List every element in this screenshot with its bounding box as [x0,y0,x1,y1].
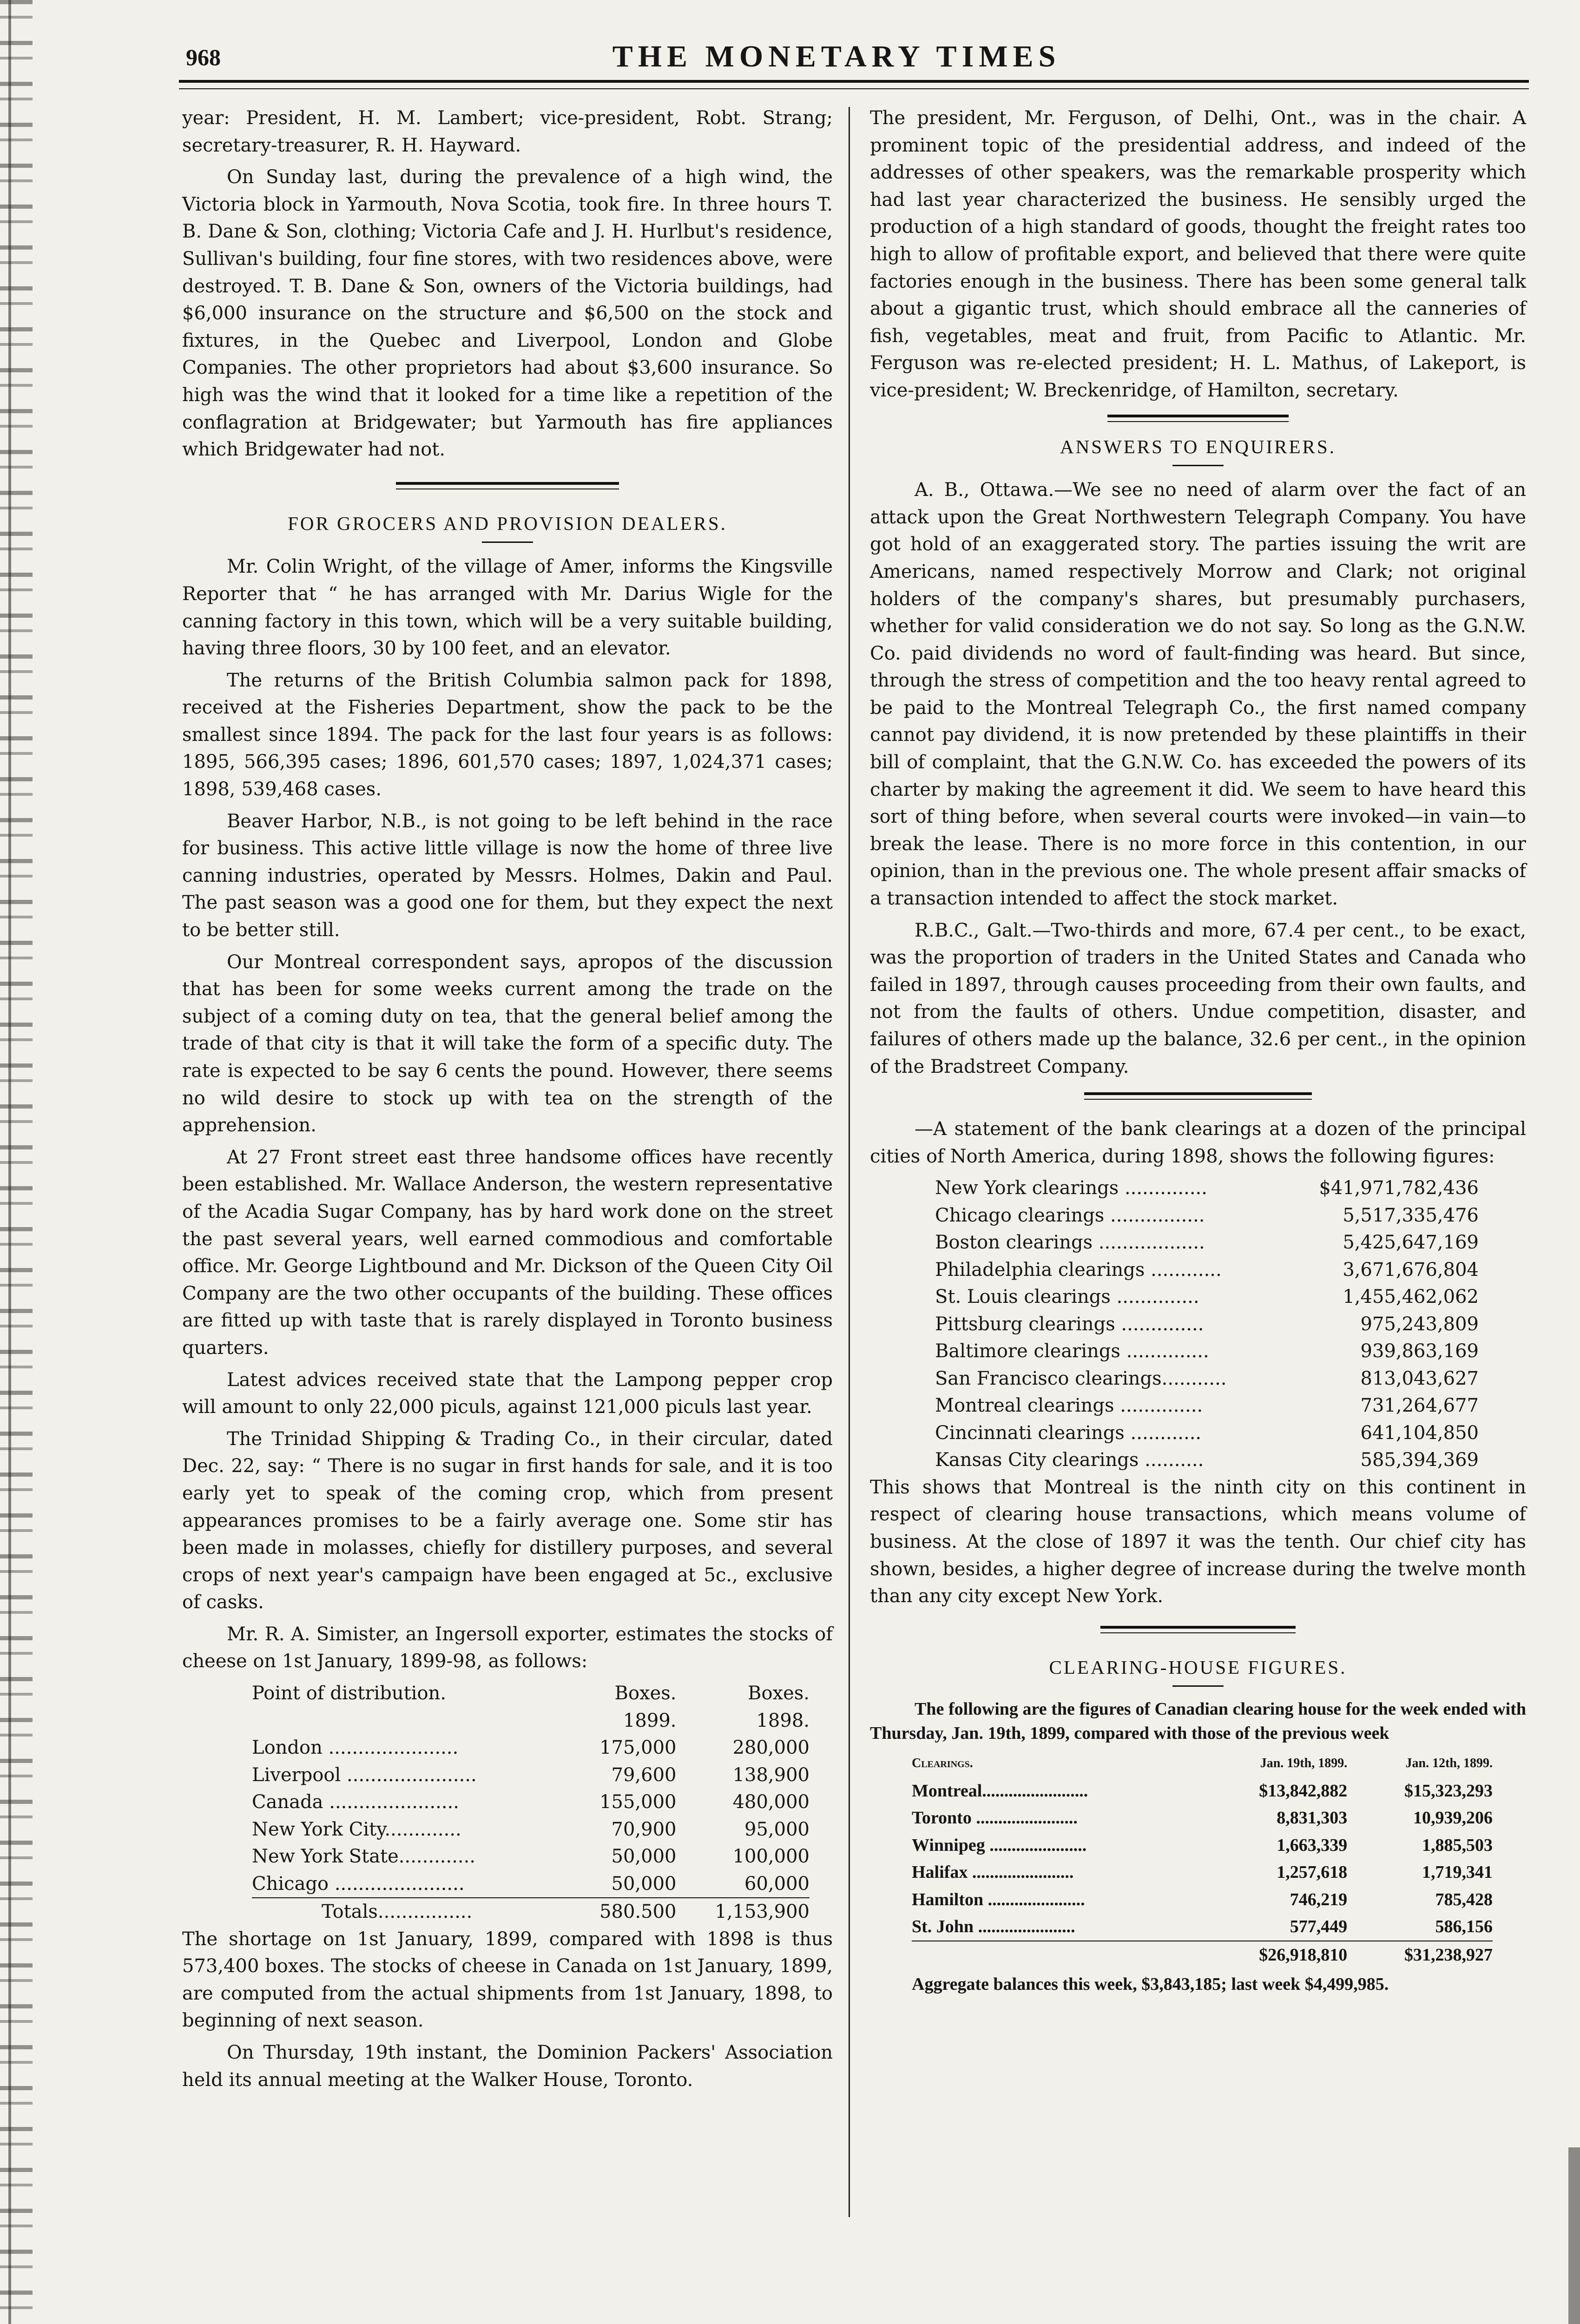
table-row [935,1175,1479,1202]
city-label: Toronto [912,1808,972,1828]
table-cell: 50,000 [611,1873,677,1895]
column-header: Boxes. [614,1683,677,1704]
table-cell: $41,971,782,436 [1319,1177,1479,1199]
city-label: Pittsburg clearings [935,1313,1115,1335]
table-cell: $31,238,927 [1347,1941,1493,1969]
leader-dots: .............. [1115,1313,1204,1335]
leader-dots: .............. [1110,1286,1199,1308]
scan-corner-shadow [1568,2147,1580,2324]
table-cell [935,1256,1286,1284]
table-cell: 138,900 [732,1764,810,1786]
table-cell: 155,000 [599,1791,677,1813]
table-cell [935,1338,1286,1365]
table-cell: 1,257,618 [1277,1862,1348,1882]
leader-dots: ............. [384,1818,461,1840]
table-cell [935,1392,1286,1419]
table-cell: 280,000 [732,1737,810,1759]
paragraph: The president, Mr. Ferguson, of Delhi, Ont., was in the chair. A prominent topic of the presidential address, and indeed of the addresses of other speakers, was the remarkable prosperity which had last year characterized the business. He sensibly urged the production of a high standard of goods, thought the freight rates too high to allow of profitable export, and believed that there were quite factories enough in the business. There has been some general talk about a gigantic trust, which should embrace all the canneries of fish, vegetables, meat and fruit, from Pacific to Atlantic. Mr. Ferguson was re-elected president; H. L. Mathus, of Lakeport, is vice-president; W. Breckenridge, of Hamilton, secretary. [870,107,1526,401]
column-header: 1898. [756,1710,810,1731]
table-cell: 813,043,627 [1360,1367,1479,1389]
table-cell [935,1283,1286,1311]
table-cell: $26,918,810 [1202,1941,1347,1969]
place-label: Canada [252,1791,323,1813]
table-row [935,1365,1479,1393]
city-label: Montreal clearings [935,1395,1114,1417]
table-header-row [912,1750,1493,1777]
table-header-row [252,1680,810,1707]
place-label: New York City [252,1818,385,1840]
scan-edge-shadow [0,0,33,2324]
paragraph: This shows that Montreal is the ninth city on this continent in respect of clearing house transactions, which means volume of business. At the close of 1897 it was the tenth. Our chief city has shown, besides, a higher degree of increase during the twelve month than any city except New York. [870,1476,1526,1607]
section-rule [1107,415,1289,422]
leader-dots: ...................... [323,1791,459,1813]
table-cell: 641,104,850 [1360,1422,1479,1444]
column-header: Jan. 19th, 1899. [1260,1756,1348,1771]
paragraph: On Thursday, 19th instant, the Dominion Packers' Association held its annual meeting at the Walker House, Toronto. [182,2041,833,2091]
table-cell [935,1229,1286,1256]
paragraph: Our Montreal correspondent says, apropos of the discussion that has been for some weeks current among the trade on the subject of a coming duty on tea, that the general belief among the trade of that city is that it will take the form of a specific duty. The rate is expected to be say 6 cents the pound. However, there seems no wild desire to stock up with tea on the strength of the apprehension. [182,951,833,1136]
total-label: Totals [322,1901,378,1923]
masthead-rule [179,80,1529,83]
place-label: Chicago [252,1873,329,1895]
table-cell: 1,719,341 [1422,1862,1493,1882]
clearing-house-table [912,1750,1493,1968]
section-rule [1100,1626,1296,1633]
heading-rule [1172,1685,1224,1687]
city-label: Montreal [912,1781,982,1801]
table-cell: 60,000 [744,1873,810,1895]
table-cell: 3,671,676,804 [1343,1259,1479,1281]
table-cell: 1,455,462,062 [1343,1286,1479,1308]
table-row [252,1734,810,1762]
table-cell [912,1886,1202,1914]
table-cell: 731,264,677 [1360,1395,1479,1417]
leader-dots: ...................... [322,1737,459,1759]
leader-dots: .................. [1093,1232,1205,1254]
table-cell [912,1859,1202,1886]
table-cell [935,1311,1286,1338]
city-label: Baltimore clearings [935,1340,1120,1362]
table-cell [912,1832,1202,1859]
table-cell: 5,517,335,476 [1343,1204,1479,1226]
table-cell: 95,000 [744,1818,810,1840]
leader-dots: ...................... [974,1917,1075,1937]
right-column [870,105,1526,2001]
table-row [912,1886,1493,1914]
paragraph: The following are the figures of Canadian clearing house for the week ended with Thursday, Jan. 19th, 1899, compared with those of the previous week [870,1699,1526,1743]
left-column [182,105,833,2098]
table-row [935,1229,1479,1256]
table-cell: 100,000 [732,1846,810,1868]
masthead-rule-thin [179,88,1529,89]
paragraph: The Trinidad Shipping & Trading Co., in their circular, dated Dec. 22, say: “ There is no sugar in first hands for sale, and it is too early yet to speak of the coming crop, which from present appearances promises to be a fairly average one. Some stir has been made in molasses, chiefly for distillery purposes, and several crops of next year's campaign have been engaged at 5c., exclusive of casks. [182,1428,833,1613]
table-row [935,1311,1479,1338]
table-cell: 1,663,339 [1277,1835,1348,1855]
table-row [935,1202,1479,1229]
paragraph: R.B.C., Galt.—Two-thirds and more, 67.4 per cent., to be exact, was the proportion of traders in the United States and Canada who failed in 1897, through causes proceeding from their own faults, and not from the faults of others. Undue competition, disaster, and failures of others made up the balance, 32.6 per cent., in the opinion of the Bradstreet Company. [870,919,1526,1077]
leader-dots: ....................... [968,1862,1074,1882]
paragraph: The shortage on 1st January, 1899, compared with 1898 is thus 573,400 boxes. The stocks of cheese in Canada on 1st January, 1899, are computed from the actual shipments from 1st January, 1898, to beginning of next season. [182,1928,833,2032]
city-label: Cincinnati clearings [935,1422,1125,1444]
city-label: San Francisco clearings [935,1367,1162,1389]
leader-dots: ............. [398,1846,476,1868]
leader-dots: ................ [1104,1204,1205,1226]
place-label: London [252,1737,323,1759]
table-cell: 577,449 [1290,1917,1348,1937]
table-cell: $15,323,293 [1404,1781,1493,1801]
table-cell: 480,000 [732,1791,810,1813]
leader-dots: .............. [1114,1395,1203,1417]
column-divider [849,107,850,2217]
table-cell: 8,831,303 [1277,1808,1348,1828]
section-rule [396,482,619,489]
city-label: Philadelphia clearings [935,1259,1145,1281]
place-label: Liverpool [252,1764,341,1786]
table-row [252,1870,810,1898]
table-cell: 1,153,900 [677,1898,810,1926]
table-row [912,1832,1493,1859]
paragraph: On Sunday last, during the prevalence of a high wind, the Victoria block in Yarmouth, Nova Scotia, took fire. In three hours T. B. Dane & Son, clothing; Victoria Cafe and J. H. Hurlbut's residence, Sullivan's building, four fine stores, with two residences above, were destroyed. T. B. Dane & Son, owners of the Victoria buildings, had $6,000 insurance on the structure and $6,500 on the stock and fixtures, in the Quebec and Liverpool, London and Globe Companies. The other proprietors had about $3,600 insurance. So high was the wind that it looked for a time like a repetition of the conflagration at Bridgewater; but Yarmouth has fire appliances which Bridgewater had not. [182,166,833,461]
table-cell: 79,600 [611,1764,677,1786]
table-header-row [252,1707,810,1735]
table-cell: 50,000 [611,1846,677,1868]
leader-dots: ........................ [982,1781,1088,1801]
table-total-row [252,1898,810,1926]
table-row [252,1816,810,1843]
table-row [252,1843,810,1870]
paragraph: —A statement of the bank clearings at a dozen of the principal cities of North America, during 1898, shows the following figures: [870,1118,1526,1167]
city-label: Halifax [912,1862,968,1882]
table-row [912,1804,1493,1832]
table-row [912,1913,1493,1941]
table-cell [935,1365,1286,1393]
column-header: Point of distribution. [252,1683,447,1704]
table-row [935,1283,1479,1311]
table-cell: 975,243,809 [1360,1313,1479,1335]
table-cell [252,1789,568,1816]
table-cell: 785,428 [1435,1889,1493,1909]
table-cell: $13,842,882 [1259,1781,1348,1801]
paragraph: Latest advices received state that the Lampong pepper crop will amount to only 22,000 piculs, against 121,000 piculs last year. [182,1369,833,1418]
table-row [252,1789,810,1816]
leader-dots: ............ [1145,1259,1222,1281]
section-heading-answers: ANSWERS TO ENQUIRERS. [1060,436,1336,457]
leader-dots: ...................... [983,1889,1085,1909]
section-heading-grocers: FOR GROCERS AND PROVISION DEALERS. [288,512,727,534]
table-row [935,1338,1479,1365]
table-cell: 1,885,503 [1422,1835,1493,1855]
leader-dots: ............ [1124,1422,1202,1444]
table-cell: 5,425,647,169 [1343,1232,1479,1254]
paragraph: Mr. R. A. Simister, an Ingersoll exporter, estimates the stocks of cheese on 1st January, 1899-98, as follows: [182,1623,833,1672]
table-cell [912,1777,1202,1805]
city-label: New York clearings [935,1177,1119,1199]
heading-rule [482,541,533,543]
scan-edge-line [8,0,11,2324]
table-row [935,1392,1479,1419]
table-cell: 585,394,369 [1360,1449,1479,1471]
table-cell [912,1913,1202,1941]
page-number: 968 [186,44,221,70]
table-row [912,1859,1493,1886]
paragraph: The returns of the British Columbia salmon pack for 1898, received at the Fisheries Department, show the pack to be the smallest since 1894. The pack for the last four years is as follows: 1895, 566,395 cases; 1896, 601,570 cases; 1897, 1,024,371 cases; 1898, 539,468 cases. [182,669,833,800]
column-header: Jan. 12th, 1899. [1405,1756,1493,1771]
section-rule [1084,1092,1312,1100]
table-cell: 580.500 [568,1898,677,1926]
table-cell: 70,900 [611,1818,677,1840]
city-label: Hamilton [912,1889,984,1909]
table-row [935,1419,1479,1447]
column-header: 1899. [623,1710,677,1731]
paragraph: A. B., Ottawa.—We see no need of alarm over the fact of an attack upon the Great Northwestern Telegraph Company. You have got hold of an exaggerated story. The parties issuing the writ are Americans, named respectively Morrow and Clark; not original holders of the company's shares, but presumably purchasers, whether for valid consideration we do not say. So long as the G.N.W. Co. paid dividends no word of fault-finding was heard. But since, through the stress of competition and the too heavy rental agreed to be paid to the Montreal Telegraph Co., the first named company cannot pay dividend, it is now pretended by these plaintiffs in their bill of complaint, that the G.N.W. Co. has exceeded the powers of its charter by making the agreement it did. We seem to have heard this sort of thing before, when several courts were invoked—in vain—to break the lease. There is no more force in this contention, in our opinion, than in the previous one. The whole present affair smacks of a transaction intended to affect the stock market. [870,479,1526,910]
table-row [912,1777,1493,1805]
leader-dots: .............. [1120,1340,1209,1362]
section-heading-clearing: CLEARING-HOUSE FIGURES. [1049,1656,1347,1678]
table-row [935,1256,1479,1284]
table-cell [935,1202,1286,1229]
table-cell: 175,000 [599,1737,677,1759]
leader-dots: .......... [1139,1449,1204,1471]
cheese-stock-table [252,1680,810,1926]
paragraph: Mr. Colin Wright, of the village of Amer, informs the Kingsville Reporter that “ he has arranged with Mr. Darius Wigle for the canning factory in this town, which will be a very suitable building, having three floors, 30 by 100 feet, and an elevator. [182,556,833,660]
leader-dots: ...................... [329,1873,465,1895]
table-cell: 746,219 [1290,1889,1348,1909]
table-row [252,1762,810,1789]
table-cell [935,1419,1286,1447]
table-cell [935,1175,1286,1202]
paragraph: At 27 Front street east three handsome offices have recently been established. Mr. Wallace Anderson, the western representative of the Acadia Sugar Company, has by hard work done on the street the past several years, well earned commodious and comfortable office. Mr. George Lightbound and Mr. Dickson of the Queen City Oil Company are the two other occupants of the building. These offices are fitted up with taste that is rarely displayed in Toronto business quarters. [182,1146,833,1359]
table-cell [935,1446,1286,1474]
table-cell: 10,939,206 [1413,1808,1493,1828]
aggregate-note: Aggregate balances this week, $3,843,185; last week $4,499,985. [912,1974,1389,1994]
table-cell [252,1843,568,1870]
table-cell: 939,863,169 [1360,1340,1479,1362]
city-label: Kansas City clearings [935,1449,1139,1471]
leader-dots: ...................... [985,1835,1087,1855]
leader-dots: ....................... [971,1808,1078,1828]
table-cell [252,1870,568,1898]
leader-dots: .............. [1119,1177,1207,1199]
city-label: Chicago clearings [935,1204,1105,1226]
heading-rule [1172,465,1224,466]
city-label: Boston clearings [935,1232,1093,1254]
table-total-row [912,1941,1493,1969]
place-label: New York State [252,1846,399,1868]
table-cell [252,1816,568,1843]
paragraph: Beaver Harbor, N.B., is not going to be left behind in the race for business. This active little village is now the home of three live canning industries, operated by Messrs. Holmes, Dakin and Paul. The past season was a good one for them, but they expect the next to be better still. [182,810,833,941]
city-label: St. Louis clearings [935,1286,1111,1308]
table-cell: 586,156 [1435,1917,1493,1937]
column-header: Clearings. [912,1756,973,1771]
leader-dots: ................ [377,1901,473,1923]
city-label: Winnipeg [912,1835,985,1855]
leader-dots: ........... [1161,1367,1227,1389]
masthead-title: THE MONETARY TIMES [612,40,1061,73]
column-header: Boxes. [748,1683,810,1704]
city-label: St. John [912,1917,974,1937]
table-cell [252,1762,568,1789]
bank-clearings-table [935,1175,1479,1474]
leader-dots: ...................... [341,1764,477,1786]
paragraph: year: President, H. M. Lambert; vice-president, Robt. Strang; secretary-treasurer, R. H. Hayward. [182,107,833,156]
table-cell [912,1804,1202,1832]
table-cell [252,1734,568,1762]
table-row [935,1446,1479,1474]
